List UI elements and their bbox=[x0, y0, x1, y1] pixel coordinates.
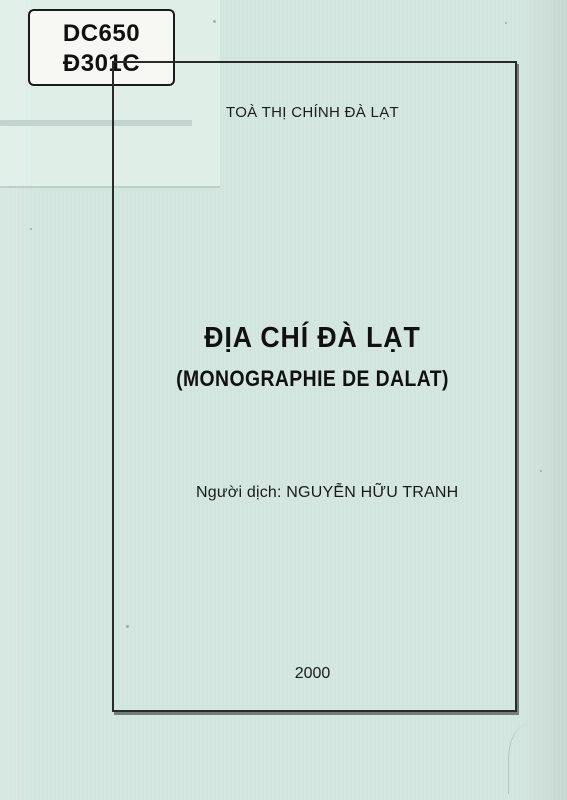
paper-speck bbox=[505, 22, 507, 24]
publisher-name: TOÀ THỊ CHÍNH ĐÀ LẠT bbox=[226, 104, 399, 121]
translator-credit: Người dịch: NGUYỄN HỮU TRANH bbox=[196, 484, 459, 501]
page-crease bbox=[508, 724, 549, 794]
paper-speck bbox=[540, 470, 542, 472]
paper-speck bbox=[213, 20, 216, 23]
call-number-line-2: Đ301C bbox=[62, 50, 141, 77]
paper-speck bbox=[30, 228, 32, 230]
paper-speck bbox=[126, 625, 129, 628]
book-title: ĐỊA CHÍ ĐÀ LẠT bbox=[204, 322, 421, 354]
publication-year: 2000 bbox=[294, 665, 331, 682]
book-subtitle: (MONOGRAPHIE DE DALAT) bbox=[176, 366, 449, 391]
call-number-line-1: DC650 bbox=[62, 20, 141, 47]
